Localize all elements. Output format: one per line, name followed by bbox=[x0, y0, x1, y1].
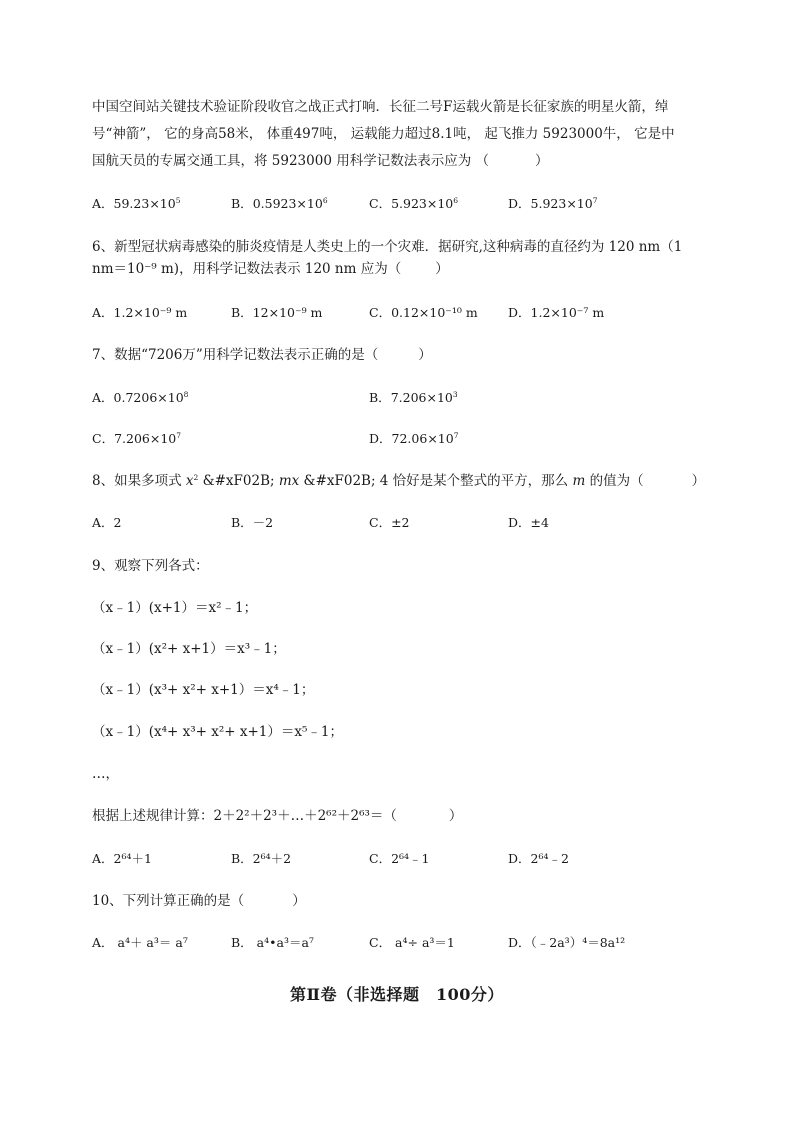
q9-equation-3: （x﹣1）(x³+ x²+ x+1）＝x⁴﹣1； bbox=[92, 682, 315, 698]
q8-option-a: A．2 bbox=[92, 515, 122, 530]
q8-option-b: B．－2 bbox=[231, 515, 274, 530]
q6-option-b: B．12×10⁻⁹ m bbox=[231, 305, 323, 320]
q9-option-a: A．2⁶⁴＋1 bbox=[92, 851, 152, 866]
q6-stem-line1: 6、新型冠状病毒感染的肺炎疫情是人类史上的一个灾难．据研究,这种病毒的直径约为 120 nm（1 bbox=[92, 239, 683, 255]
q5-option-d: D．$5.923\times 10^7$ bbox=[508, 196, 598, 211]
section-title: 第Ⅱ卷（非选择题 100分） bbox=[290, 985, 504, 1004]
q5-stem-line1: 中国空间站关键技术验证阶段收官之战正式打响．长征二号F运载火箭是长征家族的明星火箭，绰 bbox=[92, 99, 669, 115]
q10-option-c: C． a⁴÷ a³＝1 bbox=[369, 935, 455, 950]
q6-option-a: A．1.2×10⁻⁹ m bbox=[92, 305, 188, 320]
q8-option-c: C．±2 bbox=[369, 515, 410, 530]
q10-option-b: B． a⁴•a³＝a⁷ bbox=[231, 935, 314, 950]
q10-stem: 10、下列计算正确的是（ ） bbox=[92, 893, 306, 909]
q5-option-b: B．$0.5923\times 10^6$ bbox=[231, 196, 328, 211]
q8-stem: 8、如果多项式 $x^2$ &#xF02B; mx &#xF02B; 4 恰好是某个整式的平方，那么 m 的值为（ ） bbox=[92, 473, 706, 489]
q8-option-d: D．±4 bbox=[508, 515, 549, 530]
q7-option-c: C．$7.206\times 10^7$ bbox=[92, 431, 182, 446]
q5-stem-line2: 号“神箭”， 它的身高58米， 体重497吨， 运载能力超过8.1吨， 起飞推力 5923000牛， 它是中 bbox=[92, 126, 675, 142]
q9-option-b: B．2⁶⁴＋2 bbox=[231, 851, 292, 866]
q5-option-a: A．$59.23\times 10^5$ bbox=[92, 196, 181, 211]
q7-option-d: D．$72.06\times 10^7$ bbox=[369, 431, 459, 446]
q7-option-a: A．$0.7206\times 10^8$ bbox=[92, 390, 189, 405]
q6-option-d: D．1.2×10⁻⁷ m bbox=[508, 305, 605, 320]
q6-option-c: C．0.12×10⁻¹⁰ m bbox=[369, 305, 478, 320]
q7-stem: 7、数据“7206万”用科学记数法表示正确的是（ ） bbox=[92, 347, 432, 363]
q7-option-b: B．$7.206\times 10^3$ bbox=[369, 390, 458, 405]
q10-option-d: D．（﹣2a³）⁴＝8a¹² bbox=[508, 935, 626, 950]
q9-equation-2: （x﹣1）(x²+ x+1）＝x³﹣1； bbox=[92, 641, 286, 657]
q5-option-c: C．$5.923\times 10^6$ bbox=[369, 196, 459, 211]
q10-option-a: A． a⁴＋ a³＝ a⁷ bbox=[92, 935, 188, 950]
q9-calculation: 根据上述规律计算：2＋2²＋2³＋…＋2⁶²＋2⁶³＝（ ） bbox=[92, 808, 463, 824]
q9-equation-1: （x﹣1）(x+1）＝x²﹣1； bbox=[92, 600, 258, 616]
q6-stem-line2: nm＝10⁻⁹ m)，用科学记数法表示 120 nm 应为（ ） bbox=[92, 261, 449, 277]
q9-stem: 9、观察下列各式： bbox=[92, 558, 209, 574]
q9-equation-4: （x﹣1）(x⁴+ x³+ x²+ x+1）＝x⁵﹣1； bbox=[92, 724, 343, 740]
q5-stem-line3: 国航天员的专属交通工具，将 5923000 用科学记数法表示应为 （ ） bbox=[92, 153, 549, 169]
q9-ellipsis: …， bbox=[92, 766, 119, 782]
q9-option-c: C．2⁶⁴﹣1 bbox=[369, 851, 430, 866]
q9-option-d: D．2⁶⁴﹣2 bbox=[508, 851, 569, 866]
